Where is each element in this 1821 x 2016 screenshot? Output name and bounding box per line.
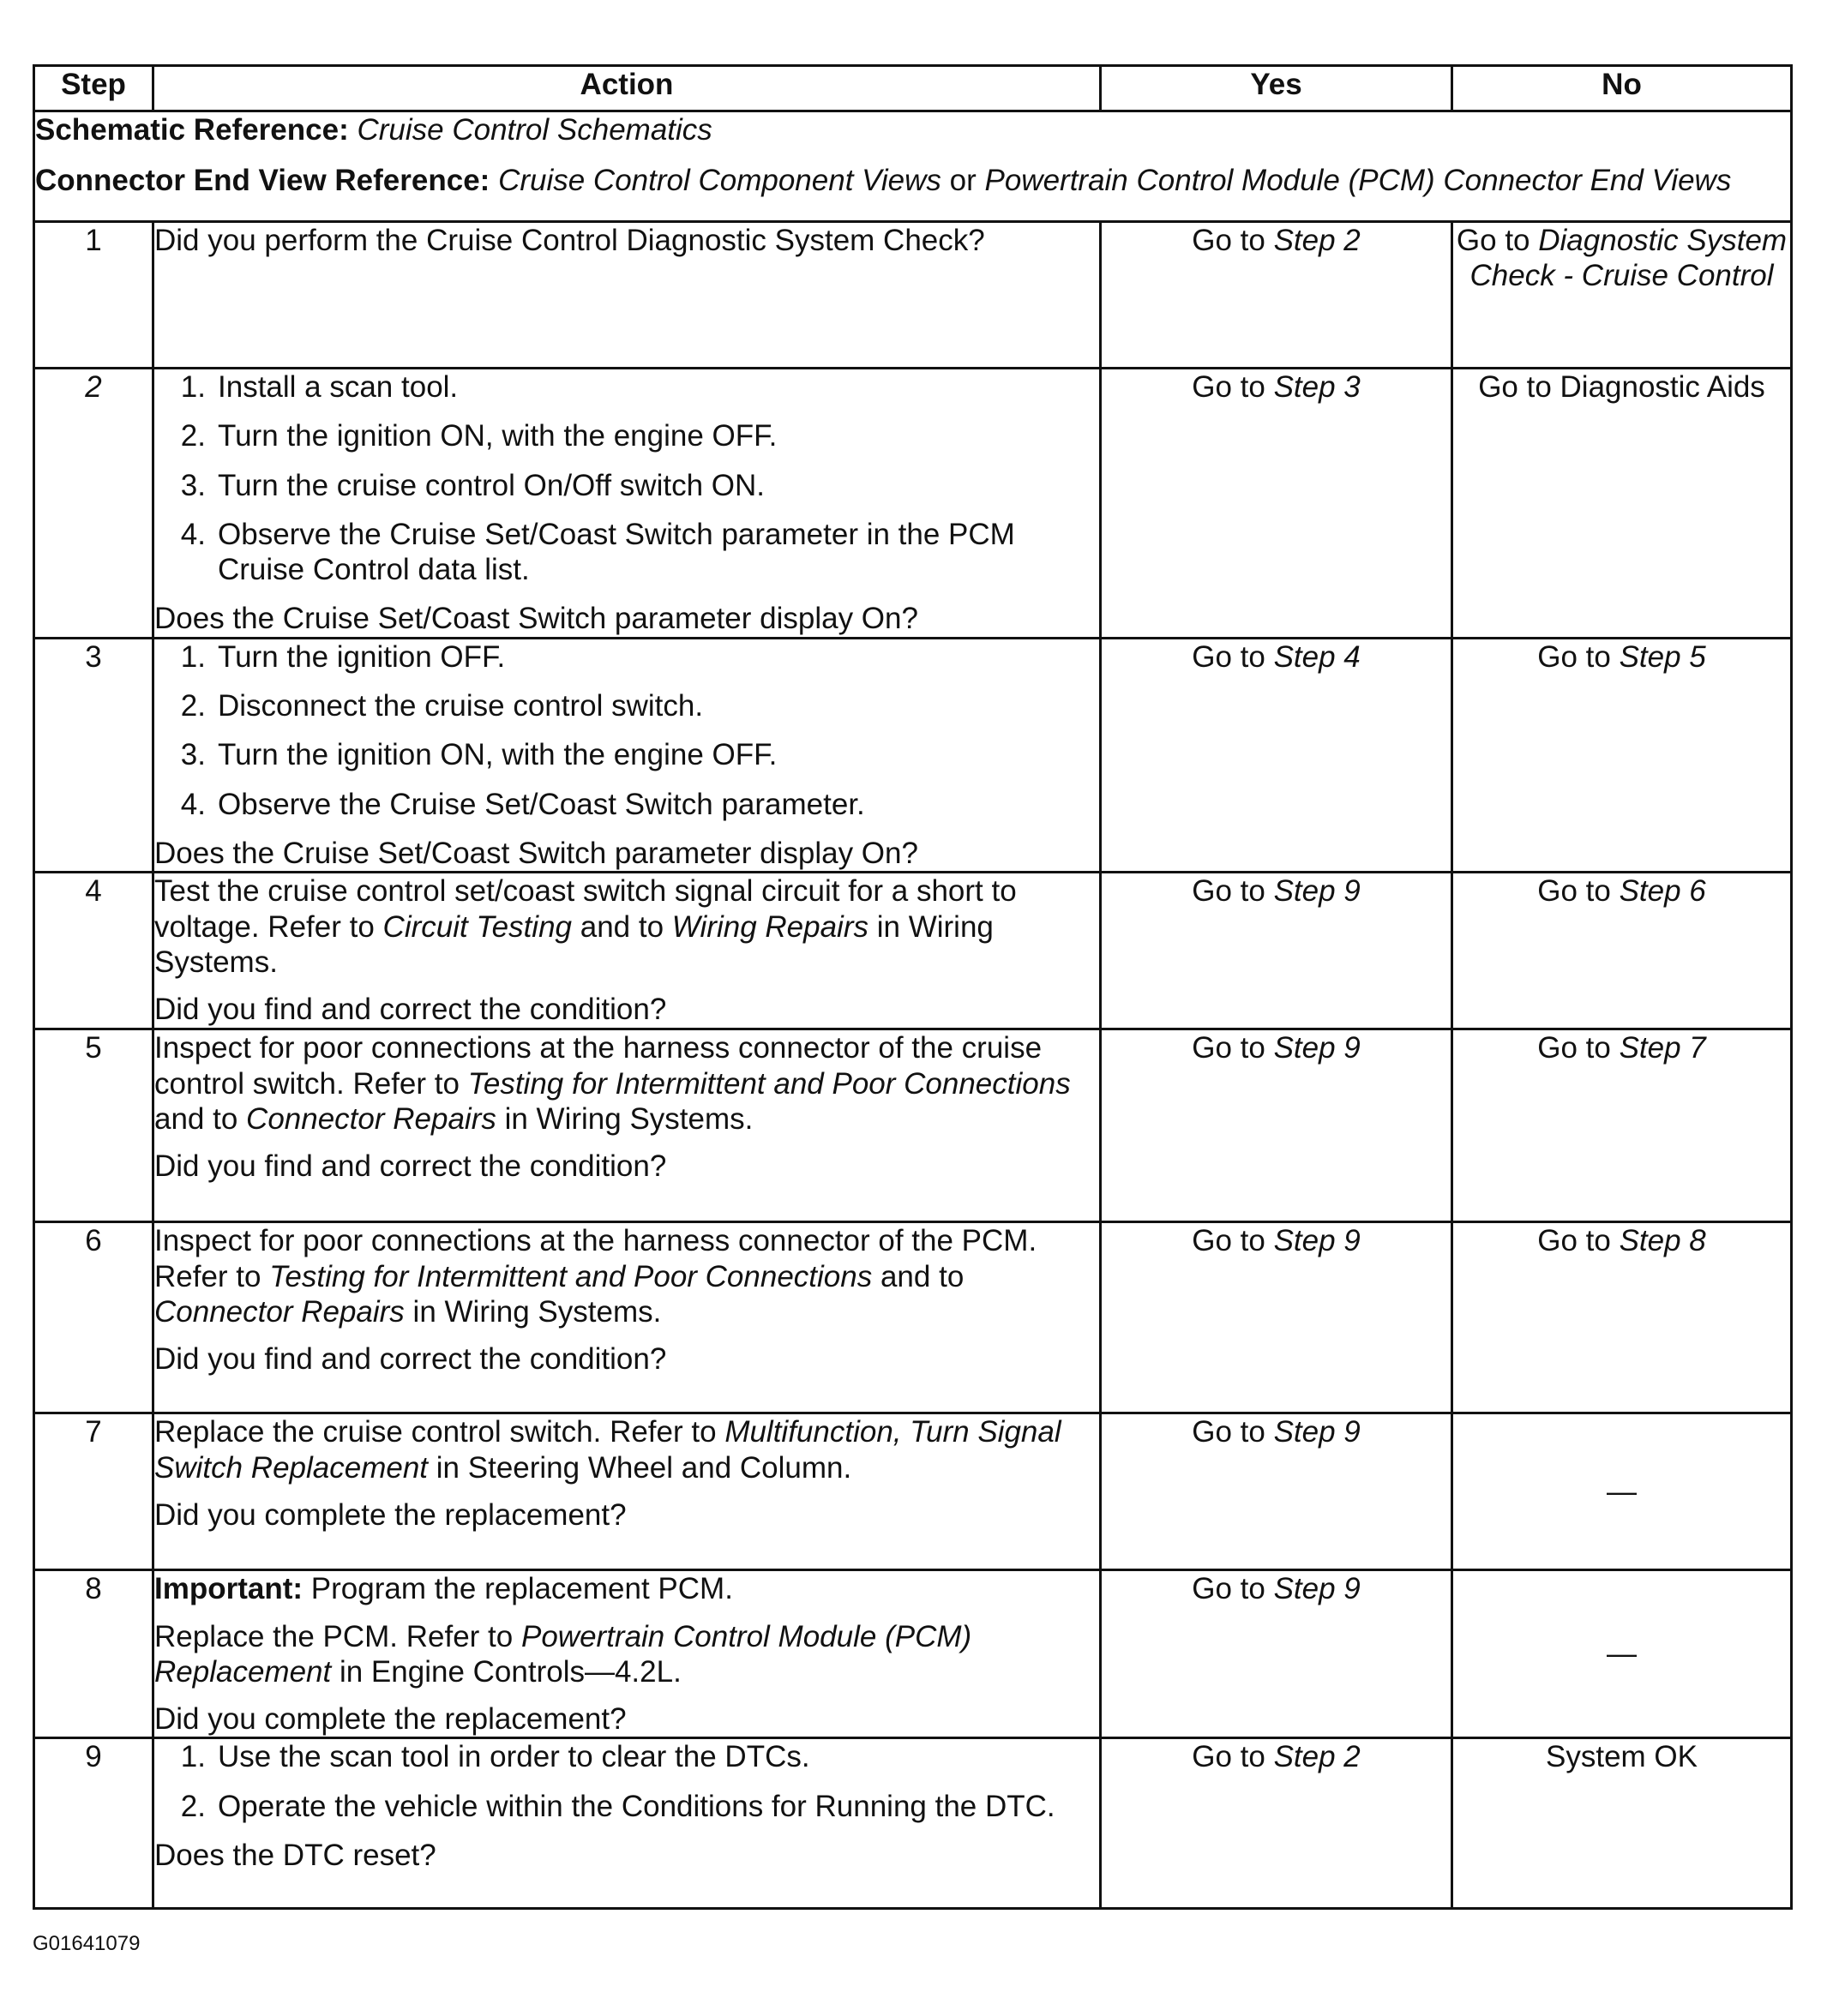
step-question: Did you find and correct the condition? [154, 1149, 667, 1184]
instruction-text: and to [154, 1101, 238, 1136]
important-text: Program the replacement PCM. [310, 1572, 733, 1606]
no-step-link[interactable]: Step 8 [1619, 1224, 1706, 1258]
schematic-reference-label: Schematic Reference: [35, 113, 349, 147]
yes-step-link[interactable]: Step 2 [1273, 224, 1361, 257]
step-number: 6 [34, 1222, 153, 1413]
no-dash: — [1607, 1637, 1637, 1671]
no-prefix: Go to [1537, 639, 1611, 674]
instruction-text: Inspect for poor connections at the harness connector of the PCM. Refer to [154, 1224, 1037, 1293]
table-row [34, 1222, 1792, 1413]
no-cell [1452, 1738, 1792, 1909]
connector-reference-or: or [949, 164, 977, 198]
list-item: 1. Use the scan tool in order to clear the DTCs. [154, 1739, 1099, 1774]
no-prefix: Go to [1537, 1031, 1611, 1065]
action-cell [153, 1570, 1101, 1738]
no-cell [1452, 1413, 1792, 1570]
connector-reference [35, 163, 1790, 198]
step-instruction [154, 1414, 1099, 1485]
step-number: 4 [34, 873, 153, 1029]
yes-prefix: Go to [1192, 874, 1265, 909]
yes-step-link[interactable]: Step 2 [1273, 1740, 1361, 1774]
list-item-text: Install a scan tool. [218, 370, 459, 404]
table-row [34, 1413, 1792, 1570]
list-item: 2. Turn the ignition ON, with the engine OFF. [154, 418, 1099, 453]
table-row [34, 873, 1792, 1029]
yes-step-link[interactable]: Step 4 [1273, 639, 1361, 674]
table-row [34, 1570, 1792, 1738]
step-question: Does the Cruise Set/Coast Switch parameter display On? [154, 602, 918, 636]
reference-row [34, 111, 1792, 222]
no-dash: — [1607, 1474, 1637, 1509]
list-item-text: Turn the cruise control On/Off switch ON. [218, 468, 765, 502]
no-prefix: Go to [1537, 1224, 1611, 1258]
reference-cell [34, 111, 1792, 222]
table-row [34, 1029, 1792, 1222]
no-cell [1452, 873, 1792, 1029]
instruction-text: in Wiring Systems. [504, 1101, 754, 1136]
table-row [34, 638, 1792, 872]
no-prefix: Go to [1456, 224, 1530, 257]
step-number: 7 [34, 1413, 153, 1570]
header-row [34, 66, 1792, 111]
yes-prefix: Go to [1192, 1224, 1265, 1258]
step-number: 9 [34, 1738, 153, 1909]
list-item: 1. Install a scan tool. [154, 369, 1099, 405]
step-number: 1 [34, 222, 153, 369]
no-step-link[interactable]: Step 7 [1619, 1031, 1706, 1065]
yes-prefix: Go to [1192, 1740, 1265, 1774]
list-item-text: Disconnect the cruise control switch. [218, 689, 704, 723]
action-cell [153, 222, 1101, 369]
no-cell [1452, 638, 1792, 872]
important-note [154, 1571, 1099, 1606]
step-question: Did you complete the replacement? [154, 1497, 627, 1532]
step-number-text: 2 [85, 370, 102, 404]
yes-prefix: Go to [1192, 639, 1265, 674]
step-question: Does the Cruise Set/Coast Switch parameter display On? [154, 836, 918, 870]
instruction-text: in Steering Wheel and Column. [436, 1450, 852, 1485]
action-cell [153, 1413, 1101, 1570]
yes-cell [1101, 873, 1452, 1029]
instruction-text: in Wiring Systems. [412, 1294, 662, 1329]
connector-repairs-link[interactable]: Connector Repairs [246, 1101, 496, 1136]
action-cell [153, 1738, 1101, 1909]
yes-cell [1101, 369, 1452, 639]
no-cell [1452, 1222, 1792, 1413]
action-cell [153, 1222, 1101, 1413]
table-row [34, 222, 1792, 369]
list-item: 3. Turn the ignition ON, with the engine OFF. [154, 737, 1099, 772]
step-question: Did you find and correct the condition? [154, 993, 667, 1027]
list-item-text: Use the scan tool in order to clear the DTCs. [218, 1740, 810, 1774]
header-step: Step [34, 66, 153, 111]
wiring-repairs-link[interactable]: Wiring Repairs [671, 909, 868, 944]
step-number: 5 [34, 1029, 153, 1222]
no-cell [1452, 1570, 1792, 1738]
step-number: 8 [34, 1570, 153, 1738]
step-instruction [154, 1619, 1099, 1690]
step-instruction [154, 1030, 1099, 1137]
instruction-text: Replace the cruise control switch. Refer to [154, 1415, 717, 1449]
no-step-link[interactable]: Step 5 [1619, 639, 1706, 674]
instruction-text: in Wiring Systems. [154, 909, 994, 979]
no-step-link[interactable]: Diagnostic System Check - Cruise Control [1469, 224, 1788, 293]
list-item-text: Turn the ignition ON, with the engine OFF. [218, 419, 778, 453]
yes-cell [1101, 1222, 1452, 1413]
header-action: Action [153, 66, 1101, 111]
list-item: 3. Turn the cruise control On/Off switch ON. [154, 468, 1099, 503]
yes-cell [1101, 638, 1452, 872]
no-cell [1452, 1029, 1792, 1222]
list-item: 4. Observe the Cruise Set/Coast Switch parameter. [154, 787, 1099, 822]
important-label: Important: [154, 1572, 304, 1606]
step-number [34, 369, 153, 639]
table-row [34, 1738, 1792, 1909]
list-item: 1. Turn the ignition OFF. [154, 639, 1099, 675]
schematic-reference [35, 112, 1790, 147]
intermittent-connections-link[interactable]: Testing for Intermittent and Poor Connections [467, 1066, 1071, 1101]
list-item-text: Turn the ignition ON, with the engine OFF. [218, 738, 778, 772]
header-no: No [1452, 66, 1792, 111]
yes-cell [1101, 222, 1452, 369]
circuit-testing-link[interactable]: Circuit Testing [382, 909, 573, 944]
no-cell [1452, 369, 1792, 639]
list-item: 2. Operate the vehicle within the Conditions for Running the DTC. [154, 1789, 1099, 1824]
connector-repairs-link[interactable]: Connector Repairs [154, 1294, 405, 1329]
no-cell [1452, 222, 1792, 369]
instruction-text: and to [880, 1259, 965, 1293]
yes-cell [1101, 1413, 1452, 1570]
schematic-reference-link[interactable]: Cruise Control Schematics [357, 113, 712, 147]
connector-reference-link-1[interactable]: Cruise Control Component Views [498, 164, 941, 198]
yes-step-link[interactable]: Step 9 [1273, 1572, 1361, 1606]
connector-reference-link-2[interactable]: Powertrain Control Module (PCM) Connector End Views [984, 164, 1732, 198]
connector-reference-label: Connector End View Reference: [35, 164, 490, 198]
step-question: Did you find and correct the condition? [154, 1342, 667, 1377]
system-ok-result: System OK [1546, 1740, 1698, 1774]
yes-cell [1101, 1029, 1452, 1222]
figure-id: G01641079 [33, 1932, 141, 1955]
list-item-text: Turn the ignition OFF. [218, 639, 506, 674]
list-item: 4. Observe the Cruise Set/Coast Switch parameter in the PCM Cruise Control data list. [154, 517, 1099, 588]
table-row [34, 369, 1792, 639]
instruction-text: Inspect for poor connections at the harness connector of the cruise control switch. Refer to [154, 1031, 1043, 1101]
action-cell [153, 638, 1101, 872]
yes-step-link[interactable]: Step 9 [1273, 1224, 1361, 1258]
diagnostic-table [33, 64, 1793, 1910]
yes-cell [1101, 1738, 1452, 1909]
no-step-link[interactable]: Step 6 [1619, 874, 1706, 909]
yes-prefix: Go to [1192, 1415, 1265, 1449]
instruction-text: in Engine Controls—4.2L. [339, 1654, 682, 1689]
yes-prefix: Go to [1192, 370, 1265, 404]
action-cell [153, 873, 1101, 1029]
step-question: Did you complete the replacement? [154, 1702, 627, 1737]
yes-step-link[interactable]: Step 9 [1273, 1415, 1361, 1449]
yes-prefix: Go to [1192, 1572, 1265, 1606]
list-item-text: Operate the vehicle within the Conditions for Running the DTC. [218, 1789, 1055, 1823]
yes-step-link[interactable]: Step 3 [1273, 370, 1361, 404]
action-cell [153, 1029, 1101, 1222]
switch-replacement-link[interactable]: Multifunction, Turn Signal Switch Replacement [154, 1415, 1061, 1485]
no-step-link[interactable]: Go to Diagnostic Aids [1478, 370, 1765, 404]
yes-prefix: Go to [1192, 224, 1265, 257]
step-question: Does the DTC reset? [154, 1839, 436, 1873]
step-question: Did you perform the Cruise Control Diagnostic System Check? [154, 224, 985, 257]
yes-step-link[interactable]: Step 9 [1273, 1031, 1361, 1065]
yes-step-link[interactable]: Step 9 [1273, 874, 1361, 909]
step-instruction [154, 873, 1099, 980]
instruction-text: Test the cruise control set/coast switch signal circuit for a short to voltage. Refer to [154, 874, 1017, 944]
list-item: 2. Disconnect the cruise control switch. [154, 688, 1099, 723]
instruction-text: Replace the PCM. Refer to [154, 1619, 514, 1653]
step-instruction [154, 1223, 1099, 1329]
action-cell [153, 369, 1101, 639]
step-number: 3 [34, 638, 153, 872]
list-item-text: Observe the Cruise Set/Coast Switch parameter. [218, 787, 865, 821]
list-item-text: Observe the Cruise Set/Coast Switch parameter in the PCM Cruise Control data list. [218, 517, 1015, 587]
intermittent-connections-link[interactable]: Testing for Intermittent and Poor Connections [269, 1259, 873, 1293]
instruction-text: and to [580, 909, 664, 944]
no-prefix: Go to [1537, 874, 1611, 909]
yes-prefix: Go to [1192, 1031, 1265, 1065]
header-yes: Yes [1101, 66, 1452, 111]
pcm-replacement-link[interactable]: Powertrain Control Module (PCM) Replacement [154, 1619, 972, 1689]
yes-cell [1101, 1570, 1452, 1738]
